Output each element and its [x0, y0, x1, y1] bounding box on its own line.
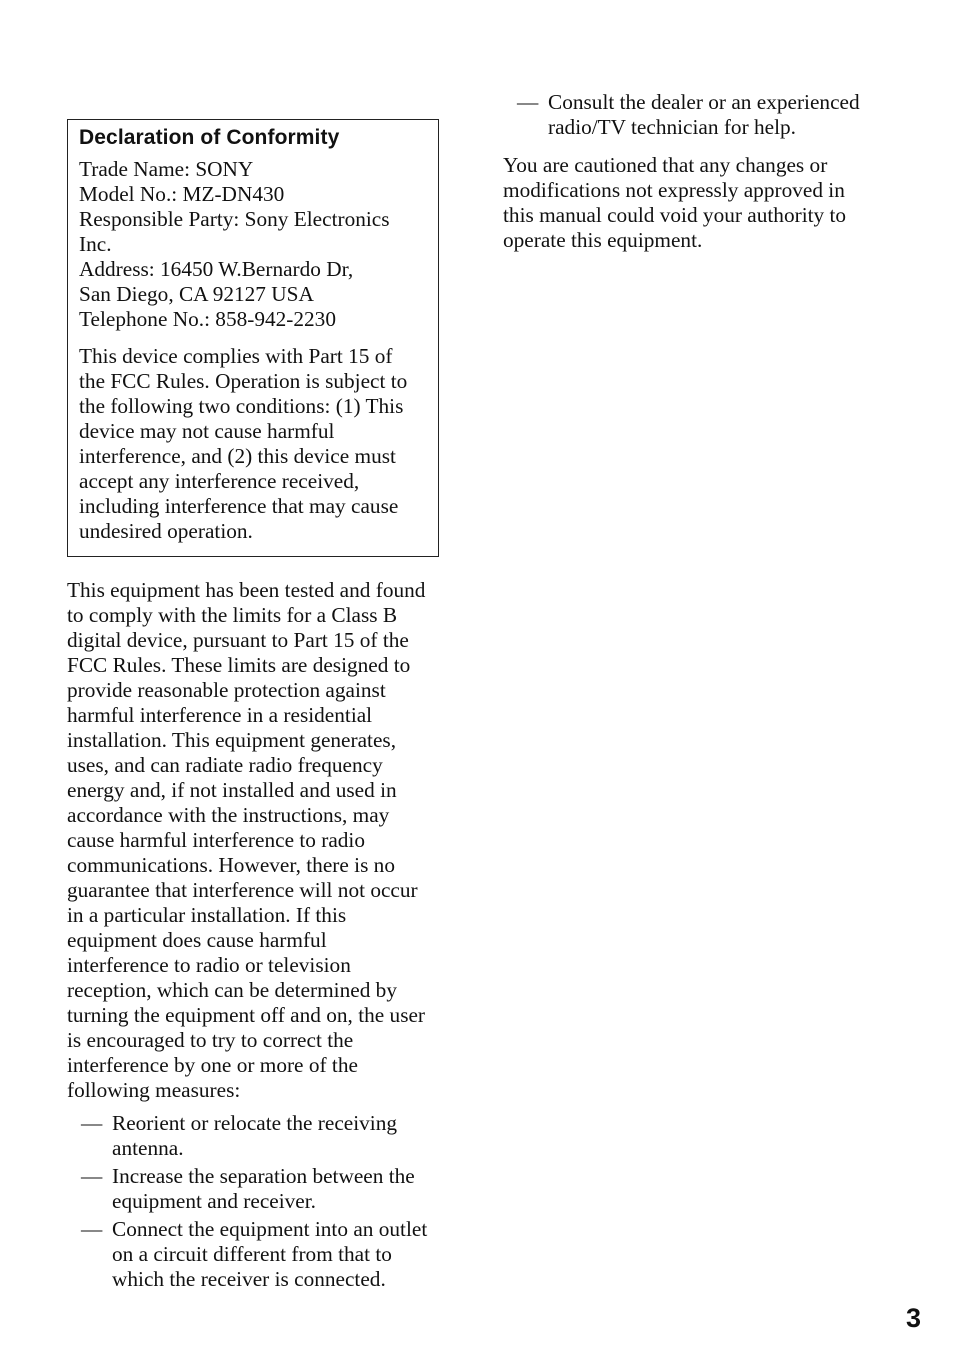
- compliance-paragraph: [79, 344, 427, 544]
- compliance-line: undesired operation.: [79, 519, 253, 543]
- measure-text: [548, 90, 860, 140]
- fcc-line: This equipment has been tested and found: [67, 578, 426, 602]
- measure-line: Reorient or relocate the receiving: [112, 1111, 398, 1135]
- fcc-line: FCC Rules. These limits are designed to: [67, 653, 411, 677]
- measure-increase-separation: [67, 1164, 441, 1214]
- compliance-line: the FCC Rules. Operation is subject to: [79, 369, 408, 393]
- caution-paragraph: [503, 153, 883, 253]
- left-column: [67, 119, 441, 1295]
- fcc-line: turning the equipment off and on, the user: [67, 1003, 426, 1027]
- fcc-line: cause harmful interference to radio: [67, 828, 366, 852]
- address-city-line: San Diego, CA 92127 USA: [79, 282, 314, 306]
- measure-consult-dealer: [503, 90, 883, 140]
- compliance-line: the following two conditions: (1) This: [79, 394, 404, 418]
- fcc-statement-paragraph: [67, 578, 441, 1103]
- fcc-line: reception, which can be determined by: [67, 978, 397, 1002]
- measure-line: on a circuit different from that to: [112, 1242, 392, 1266]
- fcc-line: following measures:: [67, 1078, 241, 1102]
- measure-line: equipment and receiver.: [112, 1189, 317, 1213]
- dash-bullet: —: [81, 1217, 103, 1241]
- address-line: Address: 16450 W.Bernardo Dr,: [79, 257, 354, 281]
- fcc-statement: [67, 578, 441, 1292]
- measure-text: [112, 1217, 427, 1292]
- fcc-line: digital device, pursuant to Part 15 of the: [67, 628, 409, 652]
- fcc-line: installation. This equipment generates,: [67, 728, 397, 752]
- measure-reorient: [67, 1111, 441, 1161]
- fcc-line: uses, and can radiate radio frequency: [67, 753, 383, 777]
- responsible-party-line-cont: Inc.: [79, 232, 112, 256]
- dash-bullet: —: [81, 1111, 103, 1135]
- caution-line: operate this equipment.: [503, 228, 703, 252]
- dash-bullet: —: [517, 90, 539, 114]
- measure-line: Consult the dealer or an experienced: [548, 90, 860, 114]
- measure-line: Increase the separation between the: [112, 1164, 415, 1188]
- fcc-line: provide reasonable protection against: [67, 678, 386, 702]
- fcc-line: guarantee that interference will not occur: [67, 878, 418, 902]
- fcc-line: harmful interference in a residential: [67, 703, 373, 727]
- dash-bullet: —: [81, 1164, 103, 1188]
- declaration-spacer: [79, 332, 427, 344]
- telephone-line: Telephone No.: 858-942-2230: [79, 307, 336, 331]
- fcc-line: interference to radio or television: [67, 953, 351, 977]
- compliance-line: accept any interference received,: [79, 469, 360, 493]
- responsible-party-line: Responsible Party: Sony Electronics: [79, 207, 390, 231]
- declaration-title: Declaration of Conformity: [79, 126, 340, 149]
- declaration-info: [79, 157, 427, 332]
- measure-text: [112, 1164, 415, 1214]
- fcc-line: equipment does cause harmful: [67, 928, 327, 952]
- fcc-line: interference by one or more of the: [67, 1053, 358, 1077]
- model-number-line: Model No.: MZ-DN430: [79, 182, 285, 206]
- declaration-of-conformity-box: [67, 119, 439, 557]
- measures-list: [67, 1111, 441, 1292]
- compliance-line: interference, and (2) this device must: [79, 444, 396, 468]
- fcc-line: in a particular installation. If this: [67, 903, 347, 927]
- page-number: 3: [906, 1303, 922, 1333]
- fcc-line: to comply with the limits for a Class B: [67, 603, 398, 627]
- compliance-line: This device complies with Part 15 of: [79, 344, 393, 368]
- fcc-line: communications. However, there is no: [67, 853, 395, 877]
- measure-line: which the receiver is connected.: [112, 1267, 386, 1291]
- measure-text: [112, 1111, 397, 1161]
- caution-line: modifications not expressly approved in: [503, 178, 845, 202]
- right-column: [503, 90, 883, 253]
- measure-line: radio/TV technician for help.: [548, 115, 796, 139]
- fcc-line: accordance with the instructions, may: [67, 803, 390, 827]
- trade-name-line: Trade Name: SONY: [79, 157, 254, 181]
- fcc-line: energy and, if not installed and used in: [67, 778, 397, 802]
- compliance-line: device may not cause harmful: [79, 419, 335, 443]
- measure-line: antenna.: [112, 1136, 184, 1160]
- compliance-line: including interference that may cause: [79, 494, 399, 518]
- measure-connect-outlet: [67, 1217, 441, 1292]
- caution-line: You are cautioned that any changes or: [503, 153, 828, 177]
- caution-line: this manual could void your authority to: [503, 203, 847, 227]
- fcc-line: is encouraged to try to correct the: [67, 1028, 354, 1052]
- measure-line: Connect the equipment into an outlet: [112, 1217, 428, 1241]
